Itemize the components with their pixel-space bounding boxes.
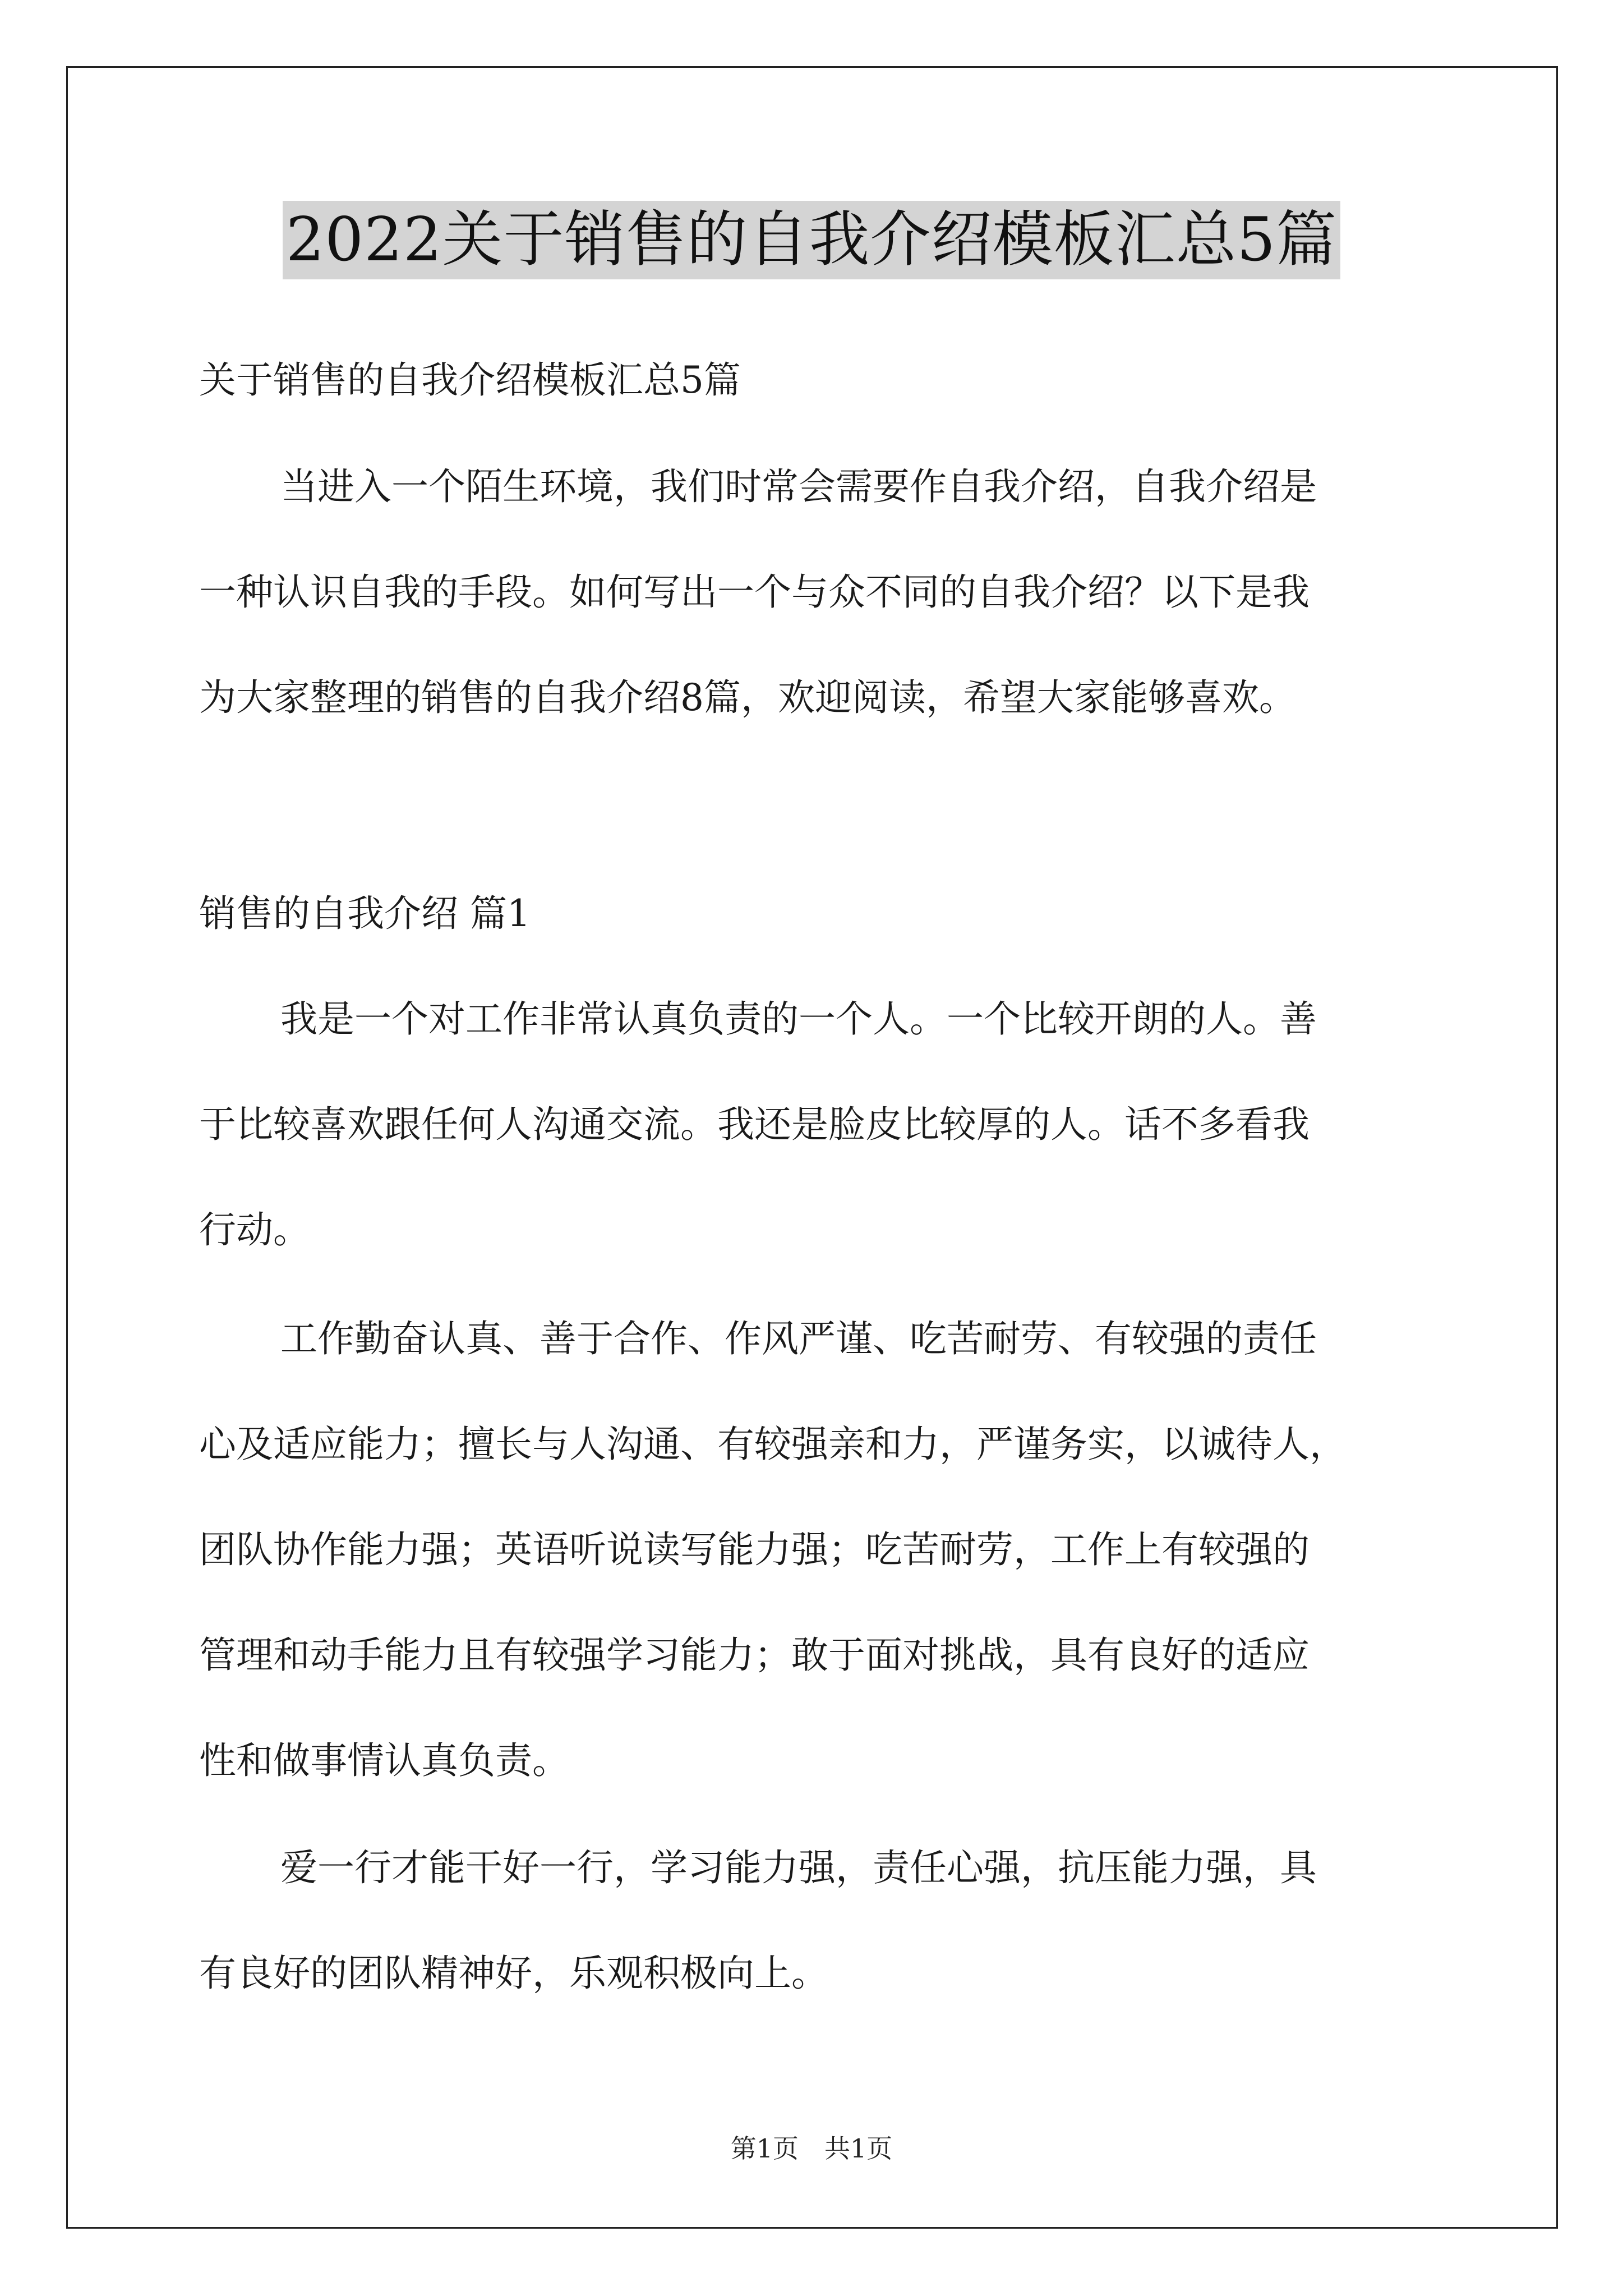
paragraph1-line-1: 我是一个对工作非常认真负责的一个人。一个比较开朗的人。善 xyxy=(280,997,1317,1041)
title-container xyxy=(0,201,1623,279)
section-heading: 销售的自我介绍 篇1 xyxy=(199,892,531,935)
document-title: 2022关于销售的自我介绍模板汇总5篇 xyxy=(283,201,1341,279)
intro-line-1: 当进入一个陌生环境，我们时常会需要作自我介绍，自我介绍是 xyxy=(280,465,1317,508)
paragraph2-line-1: 工作勤奋认真、善于合作、作风严谨、吃苦耐劳、有较强的责任 xyxy=(280,1317,1317,1360)
paragraph2-line-5: 性和做事情认真负责。 xyxy=(199,1739,569,1782)
intro-line-3: 为大家整理的销售的自我介绍8篇，欢迎阅读，希望大家能够喜欢。 xyxy=(199,676,1296,719)
page-number-footer: 第1页 共1页 xyxy=(730,2133,893,2164)
paragraph3-line-1: 爱一行才能干好一行，学习能力强，责任心强，抗压能力强，具 xyxy=(280,1846,1317,1889)
intro-line-2: 一种认识自我的手段。如何写出一个与众不同的自我介绍？以下是我 xyxy=(199,570,1310,614)
paragraph2-line-3: 团队协作能力强；英语听说读写能力强；吃苦耐劳，工作上有较强的 xyxy=(199,1528,1310,1571)
paragraph2-line-4: 管理和动手能力且有较强学习能力；敢于面对挑战，具有良好的适应 xyxy=(199,1634,1310,1677)
paragraph1-line-2: 于比较喜欢跟任何人沟通交流。我还是脸皮比较厚的人。话不多看我 xyxy=(199,1103,1310,1146)
paragraph1-line-3: 行动。 xyxy=(199,1208,310,1251)
paragraph2-line-2: 心及适应能力；擅长与人沟通、有较强亲和力，严谨务实，以诚待人， xyxy=(199,1423,1347,1466)
paragraph3-line-2: 有良好的团队精神好，乐观积极向上。 xyxy=(199,1952,828,1995)
document-subtitle: 关于销售的自我介绍模板汇总5篇 xyxy=(199,358,741,402)
